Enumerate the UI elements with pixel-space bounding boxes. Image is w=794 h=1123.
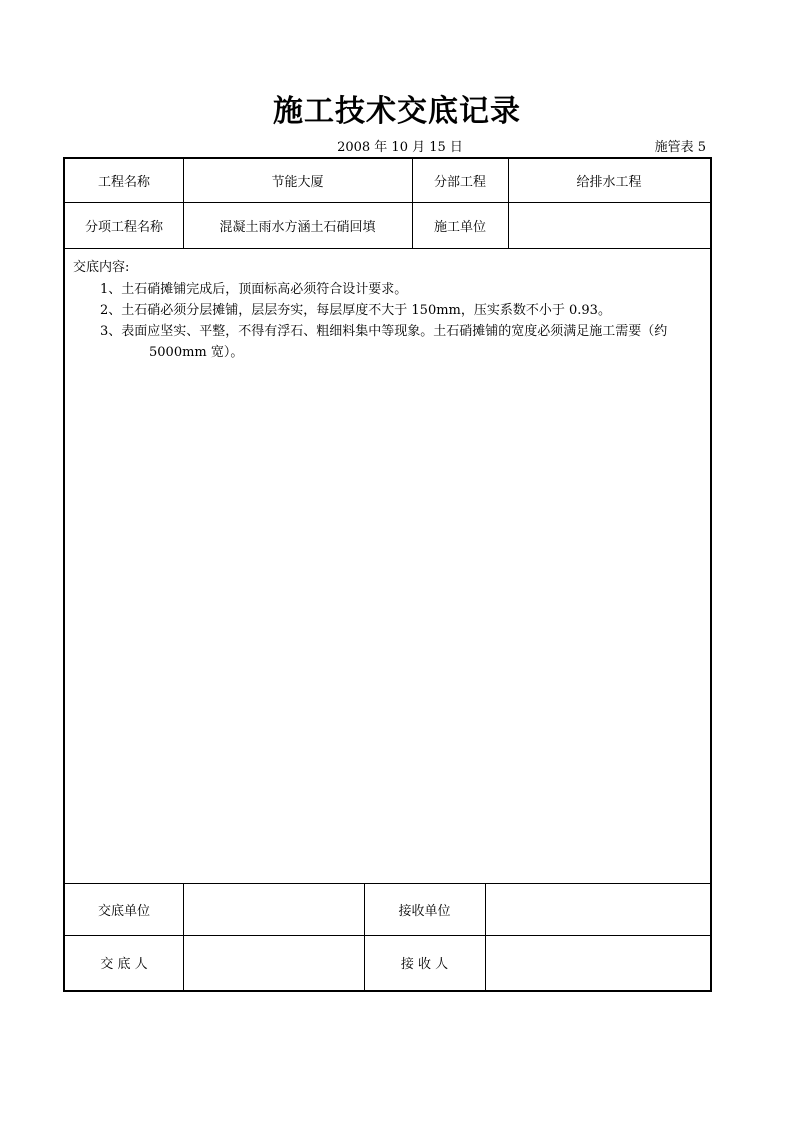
document-title: 施工技术交底记录: [273, 94, 521, 129]
content-item: 3、表面应坚实、平整，不得有浮石、粗细料集中等现象。土石硝摊铺的宽度必须满足施工需要（约: [100, 324, 668, 339]
content-item: 2、土石硝必须分层摊铺，层层夯实，每层厚度不大于 150mm，压实系数不小于 0.93。: [100, 303, 611, 318]
division-label: 分部工程: [433, 175, 486, 190]
construction-unit-value: [508, 202, 710, 248]
record-table: [63, 157, 712, 992]
division-value: 给排水工程: [576, 175, 642, 190]
disclosure-content: [73, 257, 703, 363]
construction-unit-label: 施工单位: [433, 219, 486, 235]
form-number: 施管表 5: [654, 140, 706, 155]
discloser-label: 交 底 人: [100, 957, 148, 972]
discloser-value: [183, 935, 364, 990]
disclosing-unit-value: [183, 883, 364, 935]
project-name-label: 工程名称: [97, 175, 150, 190]
receiver-label: 接 收 人: [400, 957, 449, 972]
project-name-value: 节能大厦: [271, 175, 324, 190]
content-item: 1、土石硝摊铺完成后，顶面标高必须符合设计要求。: [100, 282, 408, 297]
disclosing-unit-label: 交底单位: [97, 903, 150, 919]
receiving-unit-label: 接收单位: [398, 903, 451, 919]
subitem-value: 混凝土雨水方涵土石硝回填: [219, 219, 376, 235]
receiver-value: [485, 935, 710, 990]
content-label: 交底内容:: [73, 260, 130, 275]
date: 2008 年 10 月 15 日: [337, 140, 463, 155]
receiving-unit-value: [485, 883, 710, 935]
row-divider: [65, 248, 710, 249]
subitem-label: 分项工程名称: [84, 219, 163, 235]
content-item-continued: 5000mm 宽）。: [149, 345, 244, 360]
